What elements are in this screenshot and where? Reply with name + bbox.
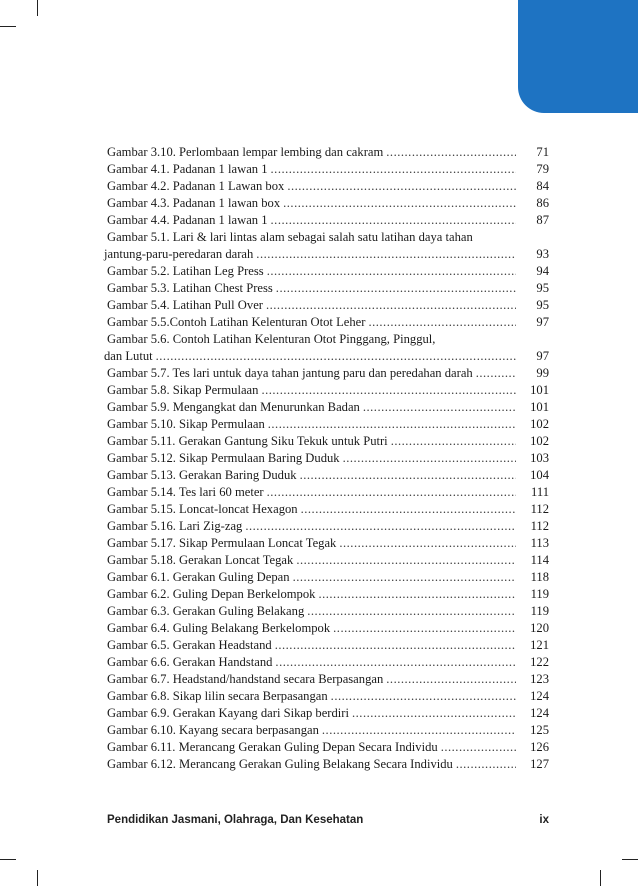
toc-entry-title: Gambar 5.10. Sikap Permulaan (107, 417, 265, 431)
toc-entry (107, 620, 549, 637)
toc-entry (107, 178, 549, 195)
toc-leader-dots (267, 484, 516, 501)
toc-entry-page: 94 (536, 264, 549, 278)
toc-leader-dots (363, 399, 516, 416)
toc-leader-dots (368, 314, 516, 331)
toc-entry-page: 111 (531, 485, 549, 499)
toc-leader-dots (318, 586, 516, 603)
toc-entry-title: Gambar 6.6. Gerakan Handstand (107, 655, 273, 669)
toc-entry-page: 102 (530, 434, 549, 448)
toc-leader-dots (331, 688, 516, 705)
toc-entry-title: Gambar 5.17. Sikap Permulaan Loncat Tegak (107, 536, 337, 550)
toc-entry (107, 552, 549, 569)
toc-entry (107, 484, 549, 501)
toc-entry-title: Gambar 4.4. Padanan 1 lawan 1 (107, 213, 268, 227)
toc-entry (107, 331, 549, 348)
toc-entry (107, 382, 549, 399)
toc-entry (107, 263, 549, 280)
toc-entry-title: Gambar 5.18. Gerakan Loncat Tegak (107, 553, 294, 567)
toc-leader-dots (267, 263, 516, 280)
toc-entry-page: 79 (536, 162, 549, 176)
toc-entry-page: 99 (536, 366, 549, 380)
footer-page-number: ix (539, 814, 549, 826)
toc-entry-title: Gambar 5.12. Sikap Permulaan Baring Duduk (107, 451, 340, 465)
toc-entry-page: 121 (530, 638, 549, 652)
toc-entry-title: Gambar 6.1. Gerakan Guling Depan (107, 570, 290, 584)
toc-entry-title: dan Lutut (104, 349, 153, 363)
toc-entry-title: Gambar 6.11. Merancang Gerakan Guling Depan Secara Individu (107, 740, 438, 754)
toc-entry (107, 144, 549, 161)
toc-leader-dots (322, 722, 516, 739)
toc-entry (107, 280, 549, 297)
toc-entry-title: Gambar 6.3. Gerakan Guling Belakang (107, 604, 305, 618)
toc-entry-page: 93 (536, 247, 549, 261)
crop-mark (622, 859, 638, 860)
toc-entry (107, 739, 549, 756)
crop-mark (600, 870, 601, 886)
toc-leader-dots (333, 620, 516, 637)
toc-leader-dots (352, 705, 516, 722)
toc-entry-title: Gambar 5.5.Contoh Latihan Kelenturan Otot Leher (107, 315, 366, 329)
toc-entry (107, 501, 549, 518)
toc-entry (107, 705, 549, 722)
toc-entry-page: 122 (530, 655, 549, 669)
toc-entry-title: Gambar 5.8. Sikap Permulaan (107, 383, 259, 397)
toc-entry-title: Gambar 5.4. Latihan Pull Over (107, 298, 263, 312)
toc-entry-page: 126 (530, 740, 549, 754)
toc-entry-title: Gambar 3.10. Perlombaan lempar lembing dan cakram (107, 145, 384, 159)
toc-entry (107, 212, 549, 229)
toc-entry-page: 113 (530, 536, 549, 550)
toc-leader-dots (283, 195, 516, 212)
toc-entry-page: 101 (530, 383, 549, 397)
toc-entry-title: Gambar 6.8. Sikap lilin secara Berpasangan (107, 689, 328, 703)
toc-entry (107, 450, 549, 467)
toc-leader-dots (300, 467, 516, 484)
toc-leader-dots (386, 144, 516, 161)
toc-entry-page: 119 (530, 604, 549, 618)
toc-leader-dots (476, 365, 516, 382)
toc-entry-title: Gambar 5.11. Gerakan Gantung Siku Tekuk untuk Putri (107, 434, 388, 448)
toc-entry-title: Gambar 6.9. Gerakan Kayang dari Sikap berdiri (107, 706, 349, 720)
toc-entry (104, 348, 549, 365)
toc-leader-dots (307, 603, 516, 620)
toc-entry-title: Gambar 5.9. Mengangkat dan Menurunkan Badan (107, 400, 360, 414)
toc-entry (107, 161, 549, 178)
toc-entry (107, 195, 549, 212)
toc-entry (107, 637, 549, 654)
crop-mark (0, 859, 16, 860)
toc-entry-title: Gambar 5.15. Loncat-loncat Hexagon (107, 502, 298, 516)
toc-entry-page: 97 (536, 349, 549, 363)
toc-entry-title: Gambar 5.1. Lari & lari lintas alam sebagai salah satu latihan daya tahan (107, 230, 473, 244)
toc-entry (107, 399, 549, 416)
toc-entry-page: 114 (530, 553, 549, 567)
toc-entry-page: 84 (536, 179, 549, 193)
toc-entry (107, 433, 549, 450)
page-footer (107, 814, 549, 826)
toc-entry-page: 87 (536, 213, 549, 227)
toc-entry-page: 112 (530, 502, 549, 516)
toc-leader-dots (271, 161, 516, 178)
toc-entry-page: 125 (530, 723, 549, 737)
toc-entry-title: Gambar 5.14. Tes lari 60 meter (107, 485, 264, 499)
crop-mark (37, 0, 38, 16)
toc-leader-dots (256, 246, 516, 263)
toc-entry-title: Gambar 5.6. Contoh Latihan Kelenturan Otot Pinggang, Pinggul, (107, 332, 436, 346)
toc-entry-title: Gambar 5.3. Latihan Chest Press (107, 281, 273, 295)
toc-entry (107, 365, 549, 382)
toc-entry (107, 756, 549, 773)
toc-entry (107, 229, 549, 246)
chapter-tab (518, 0, 638, 113)
toc-entry-title: Gambar 6.7. Headstand/handstand secara Berpasangan (107, 672, 384, 686)
crop-mark (37, 870, 38, 886)
toc-entry-page: 97 (536, 315, 549, 329)
toc-entry-page: 118 (530, 570, 549, 584)
toc-entry (107, 603, 549, 620)
toc-entry-title: Gambar 6.5. Gerakan Headstand (107, 638, 272, 652)
toc-entry-title: Gambar 6.2. Guling Depan Berkelompok (107, 587, 316, 601)
toc-entry-title: jantung-paru-peredaran darah (104, 247, 254, 261)
toc-leader-dots (275, 637, 516, 654)
toc-leader-dots (386, 671, 516, 688)
toc-entry (107, 586, 549, 603)
toc-entry-page: 71 (536, 145, 549, 159)
toc-entry (107, 569, 549, 586)
toc-entry-title: Gambar 5.13. Gerakan Baring Duduk (107, 468, 297, 482)
toc-leader-dots (287, 178, 516, 195)
toc-leader-dots (261, 382, 516, 399)
toc-entry-title: Gambar 6.4. Guling Belakang Berkelompok (107, 621, 331, 635)
toc-leader-dots (343, 450, 516, 467)
toc-entry (107, 722, 549, 739)
toc-entry-page: 103 (530, 451, 549, 465)
toc-entry-page: 104 (530, 468, 549, 482)
toc-entry (107, 416, 549, 433)
footer-book-title: Pendidikan Jasmani, Olahraga, Dan Kesehatan (107, 814, 364, 826)
toc-entry-page: 119 (530, 587, 549, 601)
toc-entry (107, 671, 549, 688)
toc-entry (107, 654, 549, 671)
toc-leader-dots (296, 552, 516, 569)
toc-entry (107, 535, 549, 552)
toc-entry-title: Gambar 6.12. Merancang Gerakan Guling Belakang Secara Individu (107, 757, 453, 771)
toc-entry-page: 101 (530, 400, 549, 414)
toc-entry-page: 102 (530, 417, 549, 431)
toc-leader-dots (271, 212, 516, 229)
toc-entry-page: 124 (530, 689, 549, 703)
toc-entry-title: Gambar 5.2. Latihan Leg Press (107, 264, 264, 278)
toc-entry-page: 124 (530, 706, 549, 720)
toc-leader-dots (276, 280, 516, 297)
toc-leader-dots (301, 501, 516, 518)
toc-entry (104, 246, 549, 263)
toc-entry (107, 314, 549, 331)
toc-entry-page: 123 (530, 672, 549, 686)
toc-entry (107, 297, 549, 314)
toc-entry (107, 467, 549, 484)
toc-entry-title: Gambar 5.16. Lari Zig-zag (107, 519, 243, 533)
toc-entry-title: Gambar 4.3. Padanan 1 lawan box (107, 196, 281, 210)
toc-leader-dots (156, 348, 516, 365)
toc-entry-title: Gambar 4.1. Padanan 1 lawan 1 (107, 162, 268, 176)
figure-list (104, 144, 549, 773)
toc-entry-page: 95 (536, 281, 549, 295)
toc-leader-dots (456, 756, 516, 773)
toc-entry (107, 518, 549, 535)
toc-entry-title: Gambar 4.2. Padanan 1 Lawan box (107, 179, 285, 193)
toc-entry-page: 86 (536, 196, 549, 210)
toc-leader-dots (268, 416, 516, 433)
toc-entry-page: 120 (530, 621, 549, 635)
toc-leader-dots (391, 433, 516, 450)
toc-entry-page: 112 (530, 519, 549, 533)
toc-leader-dots (441, 739, 516, 756)
toc-leader-dots (293, 569, 516, 586)
toc-entry-title: Gambar 5.7. Tes lari untuk daya tahan jantung paru dan peredahan darah (107, 366, 473, 380)
toc-leader-dots (275, 654, 516, 671)
toc-entry-page: 95 (536, 298, 549, 312)
toc-leader-dots (245, 518, 516, 535)
toc-entry (107, 688, 549, 705)
toc-leader-dots (339, 535, 516, 552)
toc-leader-dots (266, 297, 516, 314)
toc-entry-title: Gambar 6.10. Kayang secara berpasangan (107, 723, 319, 737)
crop-mark (0, 26, 16, 27)
toc-entry-page: 127 (530, 757, 549, 771)
